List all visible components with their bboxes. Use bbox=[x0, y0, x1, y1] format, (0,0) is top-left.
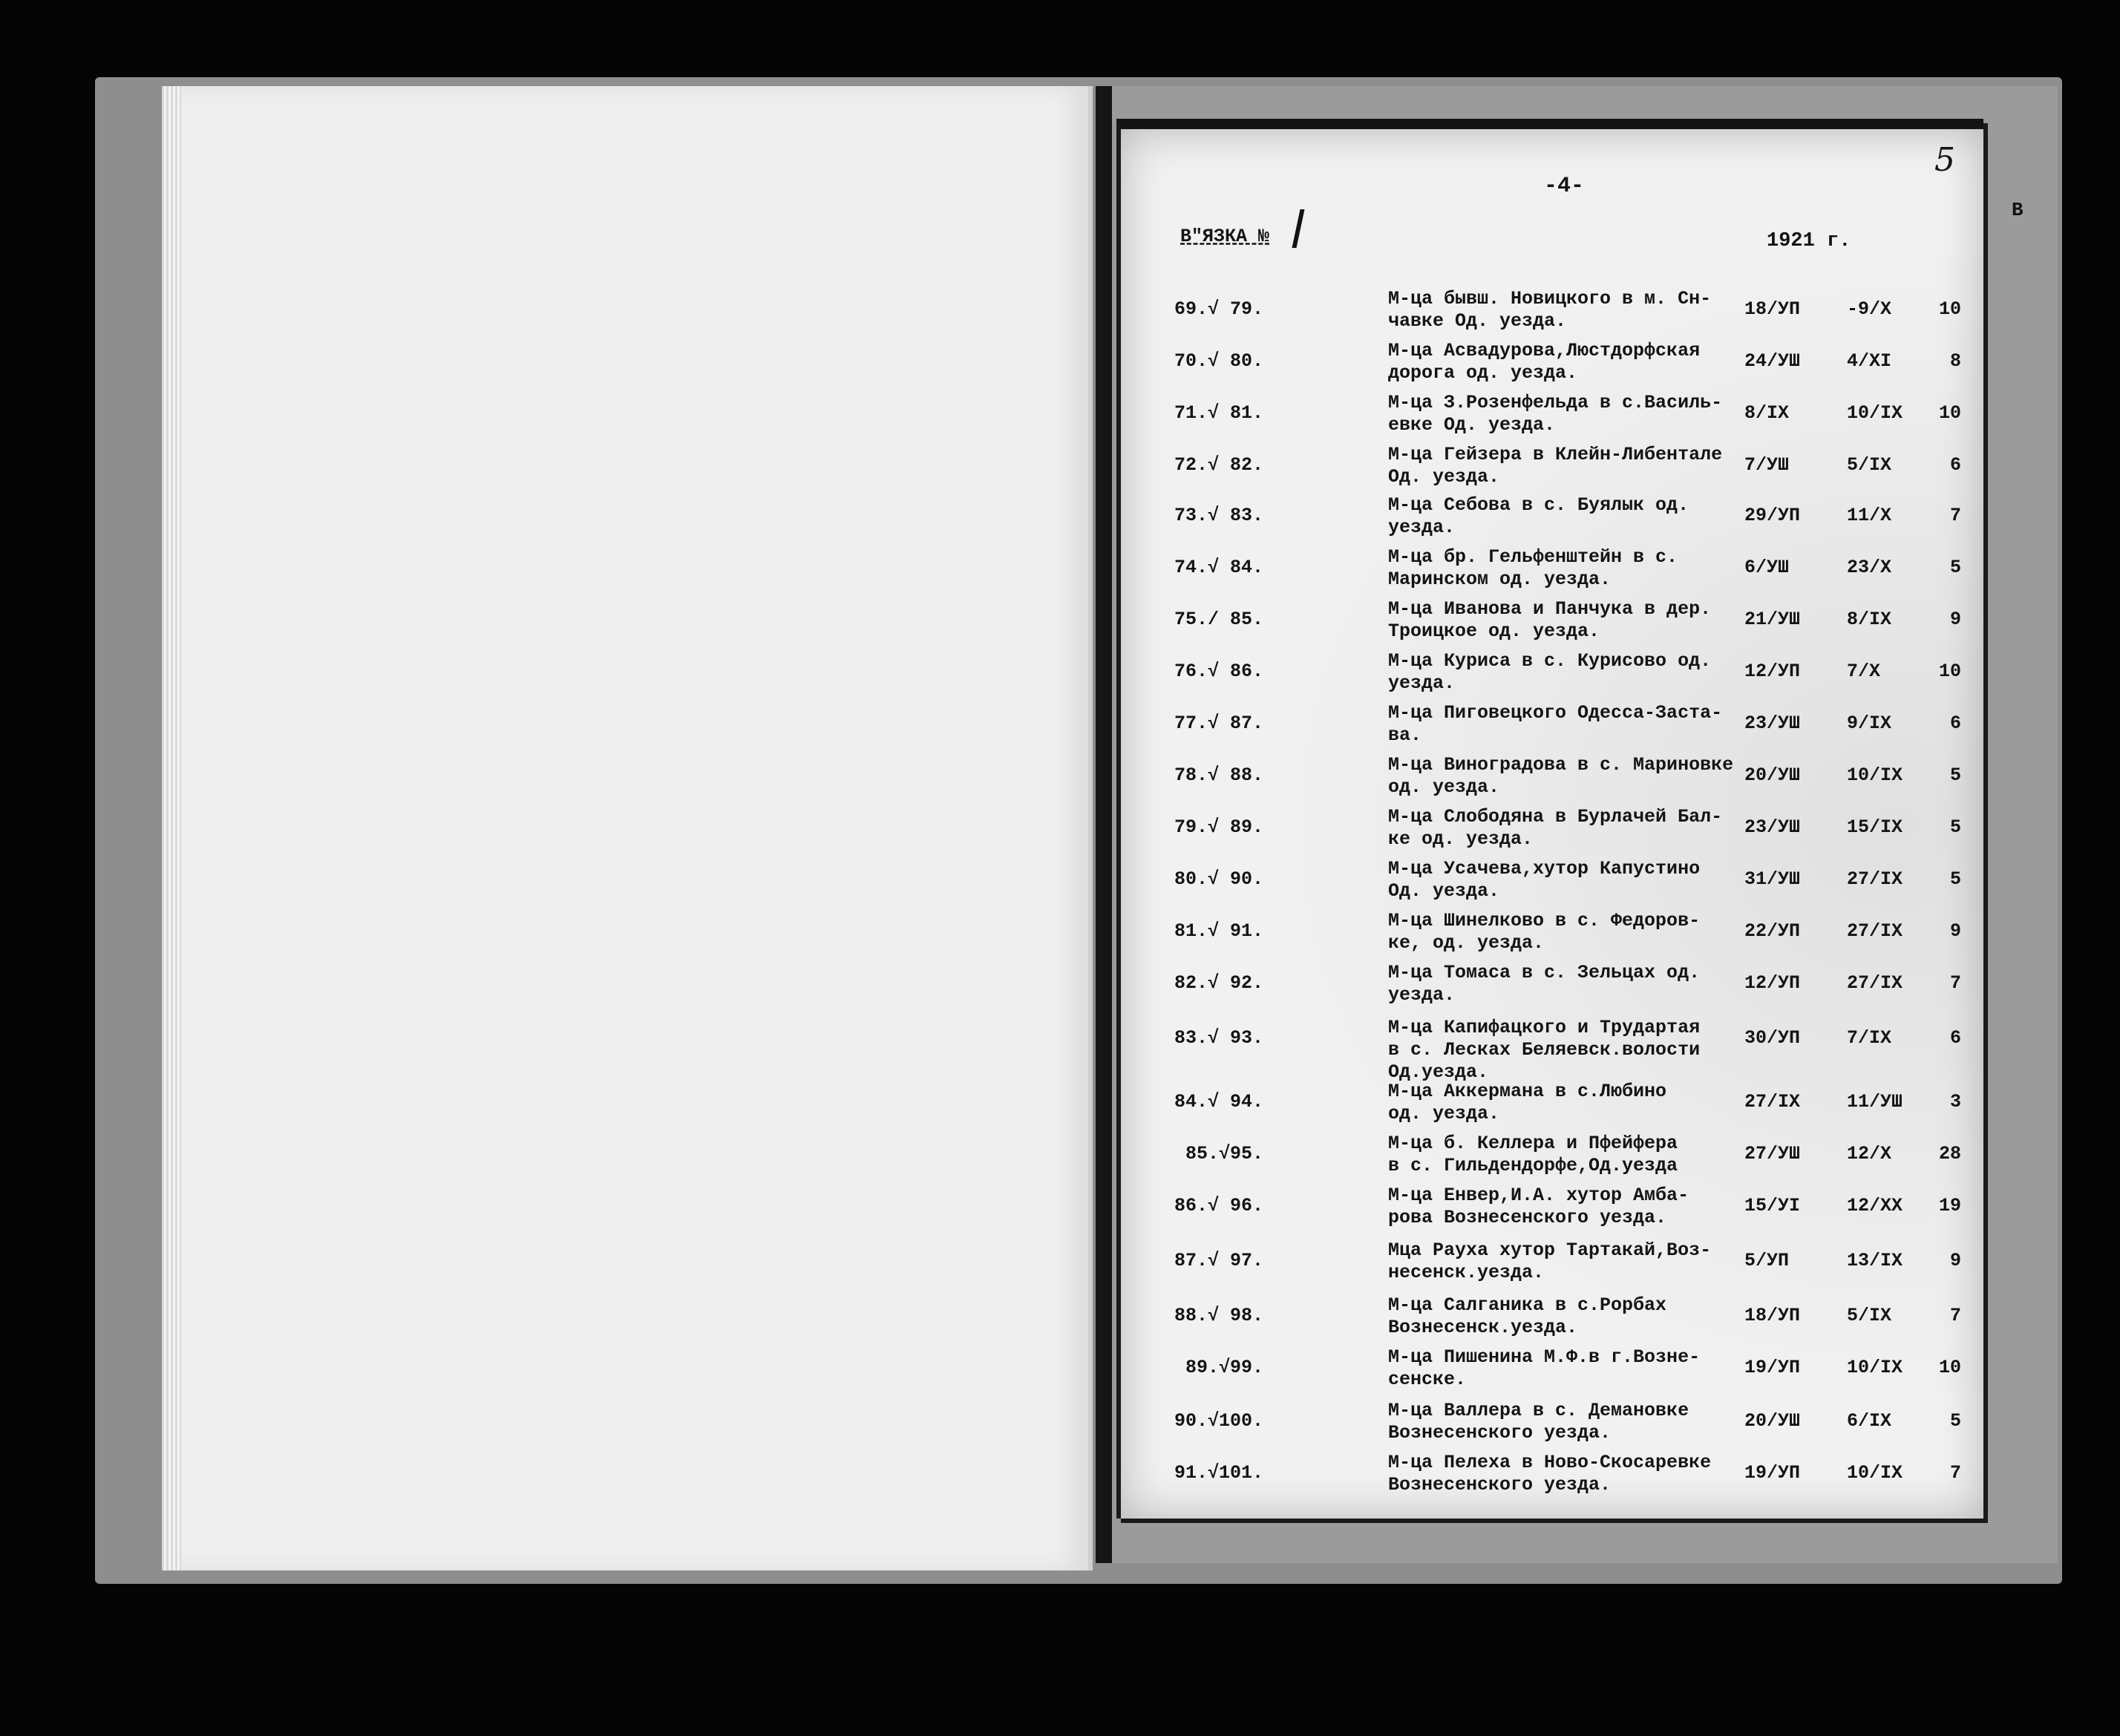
entry-description bbox=[1388, 806, 1722, 851]
entry-number: 76.√ 86. bbox=[1174, 661, 1263, 682]
entry-number: 79.√ 89. bbox=[1174, 816, 1263, 838]
description-line: Вознесенского уезда. bbox=[1388, 1422, 1612, 1444]
description-line: Од.уезда. bbox=[1388, 1061, 1489, 1083]
entry-description bbox=[1388, 1133, 1678, 1177]
sheet-count: 5 bbox=[1949, 764, 1961, 786]
page-number: -4- bbox=[1544, 174, 1585, 199]
start-date: 24/УШ bbox=[1744, 350, 1801, 372]
edge-letter: В bbox=[2012, 199, 2024, 221]
description-line: М-ца бр. Гельфенштейн в с. bbox=[1388, 546, 1678, 568]
description-line: в с. Лесках Беляевск.волости bbox=[1388, 1039, 1701, 1061]
entry-description bbox=[1388, 1239, 1711, 1284]
end-date: 13/IХ bbox=[1847, 1250, 1903, 1271]
start-date: 12/УП bbox=[1744, 661, 1801, 682]
start-date: 15/УI bbox=[1744, 1195, 1801, 1216]
end-date: 9/IХ bbox=[1847, 713, 1892, 734]
handwritten-mark bbox=[1292, 209, 1304, 248]
folio-number: 5 bbox=[1934, 141, 1955, 179]
description-line: М-ца Шинелково в с. Федоров- bbox=[1388, 910, 1701, 931]
end-date: 23/Х bbox=[1847, 557, 1892, 578]
sheet-count: 10 bbox=[1938, 1357, 1961, 1378]
description-line: М-ца З.Розенфельда в с.Василь- bbox=[1388, 392, 1723, 413]
start-date: 22/УП bbox=[1744, 920, 1801, 942]
start-date: 18/УП bbox=[1744, 1305, 1801, 1326]
description-line: Од. уезда. bbox=[1388, 466, 1500, 488]
entry-number: 90.√100. bbox=[1174, 1410, 1263, 1432]
sheet-count: 6 bbox=[1949, 454, 1961, 476]
description-line: М-ца б. Келлера и Пфейфера bbox=[1388, 1133, 1678, 1154]
description-line: ва. bbox=[1388, 724, 1422, 746]
start-date: 8/IХ bbox=[1744, 402, 1790, 424]
description-line: Маринском од. уезда. bbox=[1388, 569, 1612, 590]
start-date: 20/УШ bbox=[1744, 1410, 1801, 1432]
start-date: 18/УП bbox=[1744, 298, 1801, 320]
end-date: 10/IХ bbox=[1847, 402, 1903, 424]
description-line: евке Од. уезда. bbox=[1388, 414, 1556, 436]
entry-number: 71.√ 81. bbox=[1174, 402, 1263, 424]
sheet-count: 9 bbox=[1949, 609, 1961, 630]
sheet-count: 7 bbox=[1949, 505, 1961, 526]
end-date: 4/ХI bbox=[1847, 350, 1892, 372]
entry-description bbox=[1388, 962, 1700, 1006]
end-date: 10/IХ bbox=[1847, 764, 1903, 786]
entry-description bbox=[1388, 546, 1678, 591]
start-date: 7/УШ bbox=[1744, 454, 1790, 476]
description-line: М-ца Капифацкого и Трудартая bbox=[1388, 1017, 1701, 1038]
bundle-header: В"ЯЗКА № bbox=[1180, 226, 1270, 247]
start-date: 27/УШ bbox=[1744, 1143, 1801, 1165]
sheet-count: 7 bbox=[1949, 972, 1961, 994]
entry-description bbox=[1388, 1017, 1700, 1084]
entry-description bbox=[1388, 392, 1722, 436]
end-date: 5/IХ bbox=[1847, 1305, 1892, 1326]
end-date: 8/IХ bbox=[1847, 609, 1892, 630]
sheet-count: 19 bbox=[1938, 1195, 1961, 1216]
description-line: уезда. bbox=[1388, 672, 1456, 694]
sheet-count: 28 bbox=[1938, 1143, 1961, 1165]
start-date: 31/УШ bbox=[1744, 868, 1801, 890]
description-line: уезда. bbox=[1388, 517, 1456, 538]
sheet-count: 5 bbox=[1949, 868, 1961, 890]
end-date: 10/IХ bbox=[1847, 1357, 1903, 1378]
entry-number: 69.√ 79. bbox=[1174, 298, 1263, 320]
description-line: Мца Рауха хутор Тартакай,Воз- bbox=[1388, 1239, 1712, 1261]
left-page-faded bbox=[162, 86, 1093, 1570]
entry-description bbox=[1388, 1185, 1689, 1229]
end-date: 11/УШ bbox=[1847, 1091, 1903, 1113]
description-line: М-ца Усачева,хутор Капустино bbox=[1388, 858, 1701, 880]
description-line: Од. уезда. bbox=[1388, 880, 1500, 902]
description-line: М-ца Гейзера в Клейн-Либентале bbox=[1388, 444, 1723, 465]
sheet-count: 5 bbox=[1949, 1410, 1961, 1432]
start-date: 12/УП bbox=[1744, 972, 1801, 994]
description-line: М-ца Аккермана в с.Любино bbox=[1388, 1081, 1667, 1102]
entry-description bbox=[1388, 598, 1711, 643]
description-line: Троицкое од. уезда. bbox=[1388, 620, 1600, 642]
description-line: Вознесенского уезда. bbox=[1388, 1474, 1612, 1496]
description-line: Вознесенск.уезда. bbox=[1388, 1317, 1578, 1338]
description-line: М-ца Пиговецкого Одесса-Застa- bbox=[1388, 702, 1723, 724]
sheet-count: 5 bbox=[1949, 557, 1961, 578]
description-line: од. уезда. bbox=[1388, 1103, 1500, 1124]
sheet-count: 7 bbox=[1949, 1305, 1961, 1326]
entry-description bbox=[1388, 1081, 1666, 1125]
description-line: дорога од. уезда. bbox=[1388, 362, 1578, 384]
entry-number: 82.√ 92. bbox=[1174, 972, 1263, 994]
entry-number: 86.√ 96. bbox=[1174, 1195, 1263, 1216]
description-line: М-ца бывш. Новицкого в м. Сн- bbox=[1388, 288, 1712, 309]
description-line: сенске. bbox=[1388, 1369, 1467, 1390]
description-line: М-ца Себова в с. Буялык од. bbox=[1388, 494, 1689, 516]
entry-description bbox=[1388, 340, 1700, 384]
description-line: М-ца Слободяна в Бурлачей Бал- bbox=[1388, 806, 1723, 828]
description-line: М-ца Виноградова в с. Мариновке bbox=[1388, 754, 1734, 776]
description-line: ке од. уезда. bbox=[1388, 828, 1534, 850]
description-line: М-ца Иванова и Панчука в дер. bbox=[1388, 598, 1712, 620]
end-date: 15/IХ bbox=[1847, 816, 1903, 838]
description-line: М-ца Пишенина М.Ф.в г.Возне- bbox=[1388, 1346, 1701, 1368]
end-date: 27/IХ bbox=[1847, 920, 1903, 942]
sheet-count: 6 bbox=[1949, 1027, 1961, 1049]
start-date: 21/УШ bbox=[1744, 609, 1801, 630]
year-header: 1921 г. bbox=[1767, 230, 1851, 252]
entry-description bbox=[1388, 288, 1711, 333]
end-date: 5/IХ bbox=[1847, 454, 1892, 476]
end-date: 12/Х bbox=[1847, 1143, 1892, 1165]
start-date: 30/УП bbox=[1744, 1027, 1801, 1049]
entry-number: 87.√ 97. bbox=[1174, 1250, 1263, 1271]
sheet-count: 10 bbox=[1938, 298, 1961, 320]
end-date: 10/IХ bbox=[1847, 1462, 1903, 1484]
entry-number: 84.√ 94. bbox=[1174, 1091, 1263, 1113]
sheet-count: 6 bbox=[1949, 713, 1961, 734]
sheet-count: 10 bbox=[1938, 661, 1961, 682]
description-line: М-ца Валлера в с. Демановке bbox=[1388, 1400, 1689, 1421]
description-line: М-ца Асвадурова,Люстдорфская bbox=[1388, 340, 1701, 361]
sheet-count: 8 bbox=[1949, 350, 1961, 372]
entry-number: 89.√99. bbox=[1185, 1357, 1263, 1378]
entry-description bbox=[1388, 444, 1722, 488]
entry-number: 70.√ 80. bbox=[1174, 350, 1263, 372]
sheet-count: 3 bbox=[1949, 1091, 1961, 1113]
entry-number: 85.√95. bbox=[1185, 1143, 1263, 1165]
entry-number: 74.√ 84. bbox=[1174, 557, 1263, 578]
entry-description bbox=[1388, 650, 1711, 695]
start-date: 6/УШ bbox=[1744, 557, 1790, 578]
document-sheet bbox=[1116, 119, 1983, 1519]
end-date: 12/ХХ bbox=[1847, 1195, 1903, 1216]
entry-number: 88.√ 98. bbox=[1174, 1305, 1263, 1326]
entry-description bbox=[1388, 910, 1700, 954]
sheet-count: 5 bbox=[1949, 816, 1961, 838]
entry-number: 72.√ 82. bbox=[1174, 454, 1263, 476]
entry-description bbox=[1388, 1346, 1700, 1391]
entry-number: 75./ 85. bbox=[1174, 609, 1263, 630]
end-date: 6/IХ bbox=[1847, 1410, 1892, 1432]
start-date: 20/УШ bbox=[1744, 764, 1801, 786]
sheet-count: 7 bbox=[1949, 1462, 1961, 1484]
entry-number: 81.√ 91. bbox=[1174, 920, 1263, 942]
end-date: -9/Х bbox=[1847, 298, 1892, 320]
end-date: 27/IХ bbox=[1847, 868, 1903, 890]
start-date: 19/УП bbox=[1744, 1462, 1801, 1484]
start-date: 23/УШ bbox=[1744, 816, 1801, 838]
entry-description bbox=[1388, 1400, 1689, 1444]
sheet-count: 9 bbox=[1949, 920, 1961, 942]
description-line: рова Вознесенского уезда. bbox=[1388, 1207, 1667, 1228]
entry-description bbox=[1388, 1452, 1711, 1496]
end-date: 7/IХ bbox=[1847, 1027, 1892, 1049]
entry-number: 78.√ 88. bbox=[1174, 764, 1263, 786]
entry-description bbox=[1388, 702, 1722, 747]
entry-description bbox=[1388, 1294, 1666, 1339]
description-line: од. уезда. bbox=[1388, 776, 1500, 798]
entry-description bbox=[1388, 858, 1700, 903]
entry-number: 73.√ 83. bbox=[1174, 505, 1263, 526]
description-line: М-ца Куриса в с. Курисово од. bbox=[1388, 650, 1712, 672]
start-date: 5/УП bbox=[1744, 1250, 1790, 1271]
entry-description bbox=[1388, 494, 1689, 539]
end-date: 7/Х bbox=[1847, 661, 1881, 682]
end-date: 11/Х bbox=[1847, 505, 1892, 526]
entry-number: 83.√ 93. bbox=[1174, 1027, 1263, 1049]
description-line: М-ца Пелеха в Ново-Скосаревке bbox=[1388, 1452, 1712, 1473]
description-line: ке, од. уезда. bbox=[1388, 932, 1545, 954]
description-line: чавке Од. уезда. bbox=[1388, 310, 1567, 332]
description-line: М-ца Томаса в с. Зельцах од. bbox=[1388, 962, 1701, 983]
description-line: М-ца Енвер,И.А. хутор Амба- bbox=[1388, 1185, 1689, 1206]
end-date: 27/IХ bbox=[1847, 972, 1903, 994]
sheet-count: 9 bbox=[1949, 1250, 1961, 1271]
description-line: несенск.уезда. bbox=[1388, 1262, 1545, 1283]
sheet-count: 10 bbox=[1938, 402, 1961, 424]
page-stack-edge bbox=[162, 86, 181, 1570]
binding-shadow bbox=[1096, 86, 1112, 1563]
start-date: 19/УП bbox=[1744, 1357, 1801, 1378]
entry-description bbox=[1388, 754, 1733, 799]
entry-number: 80.√ 90. bbox=[1174, 868, 1263, 890]
description-line: М-ца Салганика в с.Рорбах bbox=[1388, 1294, 1667, 1316]
start-date: 23/УШ bbox=[1744, 713, 1801, 734]
description-line: в с. Гильдендорфе,Од.уезда bbox=[1388, 1155, 1678, 1176]
start-date: 27/IХ bbox=[1744, 1091, 1801, 1113]
entry-number: 77.√ 87. bbox=[1174, 713, 1263, 734]
entry-number: 91.√101. bbox=[1174, 1462, 1263, 1484]
start-date: 29/УП bbox=[1744, 505, 1801, 526]
description-line: уезда. bbox=[1388, 984, 1456, 1006]
